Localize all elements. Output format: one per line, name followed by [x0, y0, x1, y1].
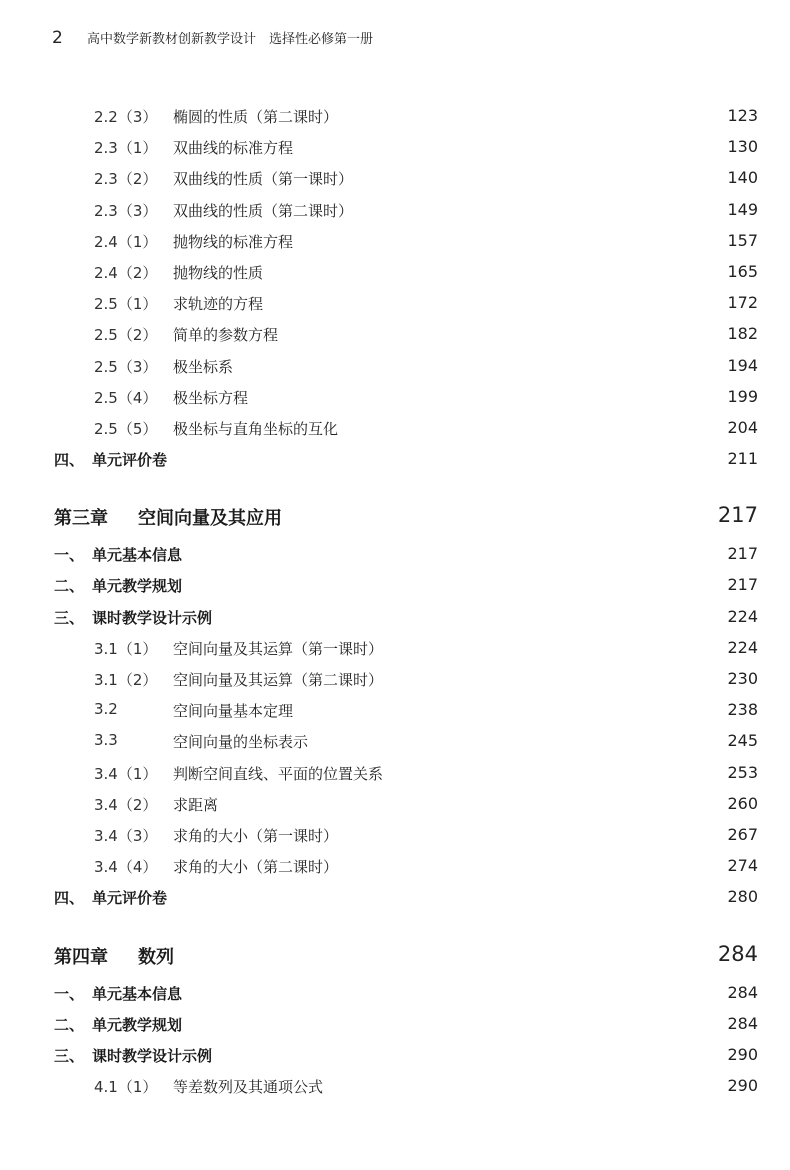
toc-entry-page: 194 — [727, 355, 758, 375]
toc-lesson-row — [0, 1072, 790, 1103]
toc-entry-number: 2.5（5） — [94, 419, 158, 438]
toc-entry-number: 一、 — [54, 984, 85, 1003]
book-title: 高中数学新教材创新教学设计 选择性必修第一册 — [86, 32, 373, 47]
toc-section-row — [0, 1041, 790, 1072]
toc-entry-title: 单元教学规划 — [92, 1015, 183, 1034]
toc-entry-number: 2.4（1） — [94, 232, 158, 251]
toc-section-row — [0, 603, 790, 634]
toc-entry-number: 三、 — [54, 608, 85, 627]
toc-entry-title: 椭圆的性质（第二课时） — [173, 108, 339, 126]
toc-entry-page: 123 — [727, 106, 758, 125]
toc-entry-number: 一、 — [54, 546, 85, 565]
toc-entry-title: 双曲线的标准方程 — [173, 139, 294, 158]
toc-entry-title: 课时教学设计示例 — [92, 1046, 213, 1065]
toc-entry-page: 274 — [727, 856, 758, 876]
toc-entry-number: 四、 — [54, 889, 85, 908]
toc-entry-title: 空间向量及其运算（第二课时） — [173, 671, 384, 689]
toc-entry-title: 等差数列及其通项公式 — [173, 1078, 324, 1097]
toc-entry-title: 抛物线的标准方程 — [173, 232, 294, 251]
toc-entry-number: 2.3（3） — [94, 201, 158, 220]
toc-entry-title: 单元基本信息 — [92, 984, 183, 1003]
toc-lesson-row — [0, 759, 790, 790]
toc-entry-number: 3.3 — [94, 731, 118, 750]
toc-chapter-row — [0, 935, 790, 979]
toc-entry-title: 抛物线的性质 — [173, 263, 264, 282]
toc-entry-number: 二、 — [54, 577, 85, 596]
toc-entry-page: 284 — [717, 941, 758, 966]
toc-entry-number: 三、 — [54, 1046, 85, 1065]
toc-lesson-row — [0, 634, 790, 665]
toc-lesson-row — [0, 852, 790, 883]
toc-entry-number: 二、 — [54, 1015, 85, 1034]
toc-entry-number: 2.5（4） — [94, 388, 158, 407]
toc-lesson-row — [0, 102, 790, 133]
toc-section-row — [0, 571, 790, 602]
toc-entry-number: 3.1（2） — [94, 671, 158, 689]
toc-entry-page: 284 — [727, 1013, 758, 1033]
toc-entry-title: 空间向量及其运算（第一课时） — [173, 639, 384, 658]
toc-entry-number: 2.5（1） — [94, 295, 158, 314]
table-of-contents — [0, 102, 790, 1103]
toc-entry-number: 3.1（1） — [94, 639, 158, 658]
toc-lesson-row — [0, 383, 790, 414]
toc-lesson-row — [0, 320, 790, 351]
toc-entry-page: 260 — [727, 793, 758, 813]
toc-entry-page: 290 — [727, 1076, 758, 1096]
toc-entry-page: 284 — [727, 982, 758, 1002]
toc-entry-page: 157 — [727, 230, 758, 250]
toc-entry-title: 极坐标与直角坐标的互化 — [173, 419, 339, 438]
toc-entry-page: 238 — [727, 700, 758, 720]
toc-entry-page: 199 — [727, 386, 758, 406]
toc-entry-title: 求距离 — [173, 795, 219, 814]
toc-entry-page: 245 — [727, 731, 758, 751]
toc-lesson-row — [0, 289, 790, 320]
toc-entry-page: 224 — [727, 606, 758, 626]
toc-entry-title: 极坐标方程 — [173, 388, 249, 407]
toc-lesson-row — [0, 821, 790, 852]
toc-entry-page: 224 — [727, 637, 758, 657]
toc-entry-page: 253 — [727, 762, 758, 782]
toc-lesson-row — [0, 727, 790, 758]
toc-entry-title: 双曲线的性质（第二课时） — [173, 201, 354, 220]
toc-entry-number: 第三章 — [54, 508, 108, 530]
toc-entry-number: 3.4（3） — [94, 826, 158, 845]
toc-entry-number: 四、 — [54, 451, 85, 470]
toc-entry-title: 双曲线的性质（第一课时） — [173, 170, 354, 189]
toc-entry-number: 2.2（3） — [94, 108, 158, 126]
toc-section-row — [0, 979, 790, 1010]
toc-entry-number: 2.5（2） — [94, 326, 158, 345]
toc-entry-page: 140 — [727, 168, 758, 188]
toc-entry-number: 3.4（2） — [94, 795, 158, 814]
toc-section-row — [0, 883, 790, 914]
toc-entry-page: 217 — [717, 503, 758, 528]
toc-entry-number: 3.4（1） — [94, 764, 158, 783]
toc-entry-title: 判断空间直线、平面的位置关系 — [173, 764, 384, 783]
toc-entry-page: 280 — [727, 887, 758, 907]
toc-entry-page: 230 — [727, 669, 758, 688]
toc-entry-title: 求角的大小（第二课时） — [173, 858, 339, 877]
toc-section-row — [0, 445, 790, 476]
toc-lesson-row — [0, 665, 790, 696]
toc-entry-page: 217 — [727, 544, 758, 564]
toc-entry-page: 290 — [727, 1044, 758, 1064]
toc-lesson-row — [0, 227, 790, 258]
toc-entry-number: 2.3（1） — [94, 139, 158, 158]
toc-section-row — [0, 1010, 790, 1041]
toc-entry-title: 求角的大小（第一课时） — [173, 826, 339, 845]
toc-entry-number: 3.2 — [94, 700, 118, 719]
toc-entry-title: 求轨迹的方程 — [173, 295, 264, 314]
toc-entry-title: 空间向量基本定理 — [173, 702, 294, 721]
toc-entry-title: 空间向量及其应用 — [138, 508, 282, 530]
toc-entry-title: 空间向量的坐标表示 — [173, 733, 309, 752]
toc-entry-number: 3.4（4） — [94, 858, 158, 877]
running-header — [52, 28, 373, 48]
toc-entry-number: 第四章 — [54, 946, 108, 968]
toc-entry-title: 课时教学设计示例 — [92, 608, 213, 627]
toc-entry-title: 简单的参数方程 — [173, 326, 279, 345]
toc-lesson-row — [0, 414, 790, 445]
toc-entry-title: 单元教学规划 — [92, 577, 183, 596]
toc-entry-page: 149 — [727, 199, 758, 219]
toc-entry-page: 165 — [727, 261, 758, 281]
toc-entry-title: 单元基本信息 — [92, 546, 183, 565]
toc-entry-number: 4.1（1） — [94, 1078, 158, 1097]
toc-entry-number: 2.5（3） — [94, 357, 158, 376]
toc-lesson-row — [0, 133, 790, 164]
toc-entry-page: 267 — [727, 824, 758, 844]
toc-entry-page: 130 — [727, 137, 758, 157]
toc-entry-title: 单元评价卷 — [92, 889, 168, 908]
toc-chapter-row — [0, 496, 790, 540]
toc-lesson-row — [0, 352, 790, 383]
toc-lesson-row — [0, 164, 790, 195]
toc-entry-title: 数列 — [138, 946, 174, 968]
toc-lesson-row — [0, 790, 790, 821]
toc-entry-page: 182 — [727, 324, 758, 344]
toc-section-row — [0, 540, 790, 571]
toc-entry-title: 极坐标系 — [173, 357, 234, 376]
toc-entry-page: 172 — [727, 293, 758, 313]
toc-entry-title: 单元评价卷 — [92, 451, 168, 470]
toc-entry-page: 211 — [727, 449, 758, 469]
page-number: 2 — [52, 28, 63, 48]
toc-lesson-row — [0, 696, 790, 727]
toc-entry-page: 217 — [727, 575, 758, 595]
toc-entry-number: 2.3（2） — [94, 170, 158, 189]
toc-lesson-row — [0, 258, 790, 289]
toc-lesson-row — [0, 196, 790, 227]
toc-entry-number: 2.4（2） — [94, 263, 158, 282]
toc-entry-page: 204 — [727, 417, 758, 437]
